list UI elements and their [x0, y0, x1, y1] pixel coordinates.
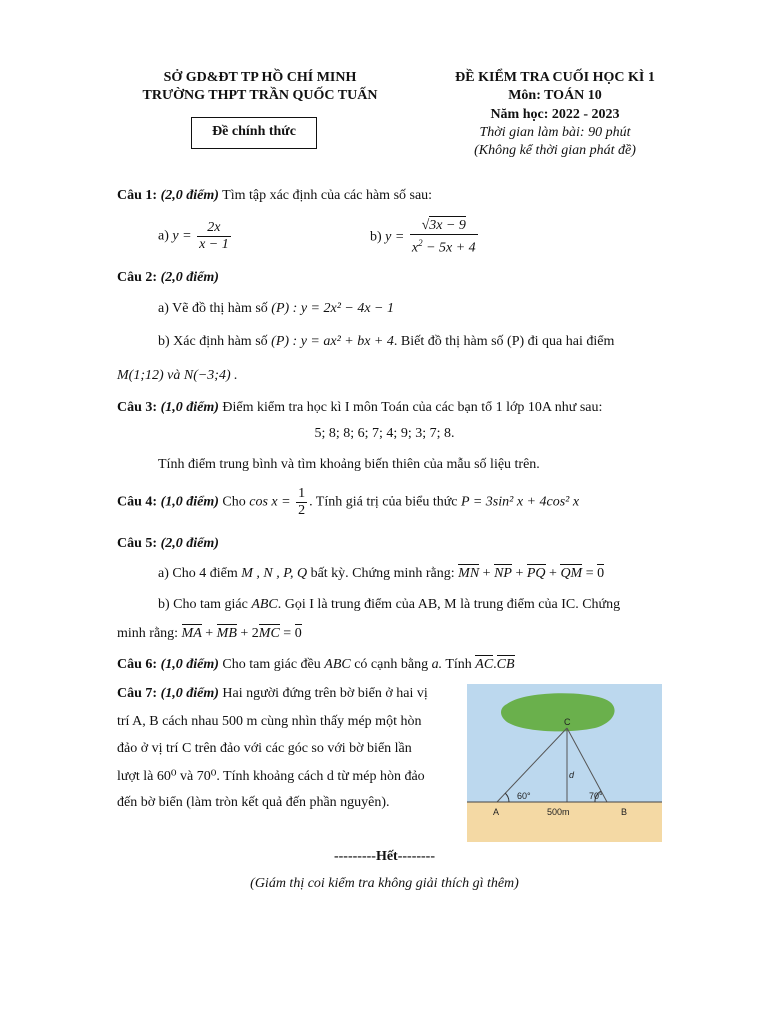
question-2a: a) Vẽ đồ thị hàm số (P) : y = 2x² − 4x − 1 [158, 301, 394, 316]
question-3-header: Câu 3: (1,0 điểm) Điểm kiểm tra học kì I môn Toán của các bạn tổ 1 lớp 10A như sau: [117, 400, 603, 415]
question-3-task: Tính điểm trung bình và tìm khoảng biến thiên của mẫu số liệu trên. [158, 457, 540, 472]
question-7-line5: đến bờ biển (làm tròn kết quả đến phần nguyên). [117, 795, 390, 810]
duration-note: (Không kể thời gian phát đề) [474, 143, 636, 158]
question-7-line1: Câu 7: (1,0 điểm) Hai người đứng trên bờ biển ở hai vị [117, 686, 428, 701]
question-7-line4: lượt là 60⁰ và 70⁰. Tính khoảng cách d từ mép hòn đảo [117, 769, 425, 784]
school-name: TRƯỜNG THPT TRẦN QUỐC TUẤN [142, 88, 378, 103]
question-5b: b) Cho tam giác ABC. Gọi I là trung điểm của AB, M là trung điểm của IC. Chứng [158, 597, 621, 612]
department-name: SỞ GD&ĐT TP HỒ CHÍ MINH [163, 70, 357, 85]
question-1-header: Câu 1: (2,0 điểm) Tìm tập xác định của các hàm số sau: [117, 188, 433, 203]
end-marker: ---------Hết-------- [333, 849, 436, 864]
label-angle-B: 70° [589, 791, 603, 801]
question-4: Câu 4: (1,0 điểm) Cho cos x = $\frac{1}{2}$ . Tính giá trị của biểu thức P = 3sin² x + 4cos² x [117, 486, 580, 518]
island-figure [467, 684, 662, 842]
question-2b-points: M(1;12) và N(−3;4) . [117, 368, 238, 383]
question-5b-line2: minh rằng: MA + MB + 2MC = 0 [117, 626, 302, 641]
question-2-header: Câu 2: (2,0 điểm) [117, 270, 219, 285]
official-label: Đề chính thức [212, 124, 296, 139]
duration: Thời gian làm bài: 90 phút [479, 125, 631, 140]
exam-title: ĐỀ KIỂM TRA CUỐI HỌC KÌ 1 [455, 70, 655, 85]
label-angle-A: 60° [517, 791, 531, 801]
question-1a: a) y = $\frac{2x}{x - 1}$ [158, 220, 229, 252]
question-7-line3: đảo ở vị trí C trên đảo với các góc so với bờ biển lần [117, 741, 412, 756]
fraction-1b: $\frac{√3x - 9}{x^2 - 5x + 4}$ [411, 218, 476, 256]
question-1b: b) y = $\frac{√3x - 9}{x^2 - 5x + 4}$ [370, 218, 476, 256]
island [501, 693, 615, 731]
label-A: A [493, 807, 500, 817]
subject: Môn: TOÁN 10 [508, 88, 602, 103]
school-year: Năm học: 2022 - 2023 [490, 107, 620, 122]
footer-note: (Giám thị coi kiểm tra không giải thích gì thêm) [250, 876, 519, 891]
fraction-4: $\frac{1}{2}$ [298, 486, 306, 518]
fraction-1a: $\frac{2x}{x - 1}$ [199, 220, 229, 252]
label-B: B [621, 807, 628, 817]
question-2b: b) Xác định hàm số (P) : y = ax² + bx + 4. Biết đồ thị hàm số (P) đi qua hai điểm [158, 334, 615, 349]
question-6: Câu 6: (1,0 điểm) Cho tam giác đều ABC có cạnh bằng a. Tính AC.CB [117, 657, 515, 672]
question-3-data: 5; 8; 8; 6; 7; 4; 9; 3; 7; 8. [314, 426, 455, 441]
label-d: d [569, 770, 575, 780]
question-5-header: Câu 5: (2,0 điểm) [117, 536, 219, 551]
question-5a: a) Cho 4 điểm M , N , P, Q bất kỳ. Chứng minh rằng: MN + NP + PQ + QM = 0 [158, 566, 605, 581]
label-C: C [564, 717, 571, 727]
question-7-line2: trí A, B cách nhau 500 m cùng nhìn thấy mép một hòn [117, 714, 422, 729]
label-distance: 500m [547, 807, 570, 817]
